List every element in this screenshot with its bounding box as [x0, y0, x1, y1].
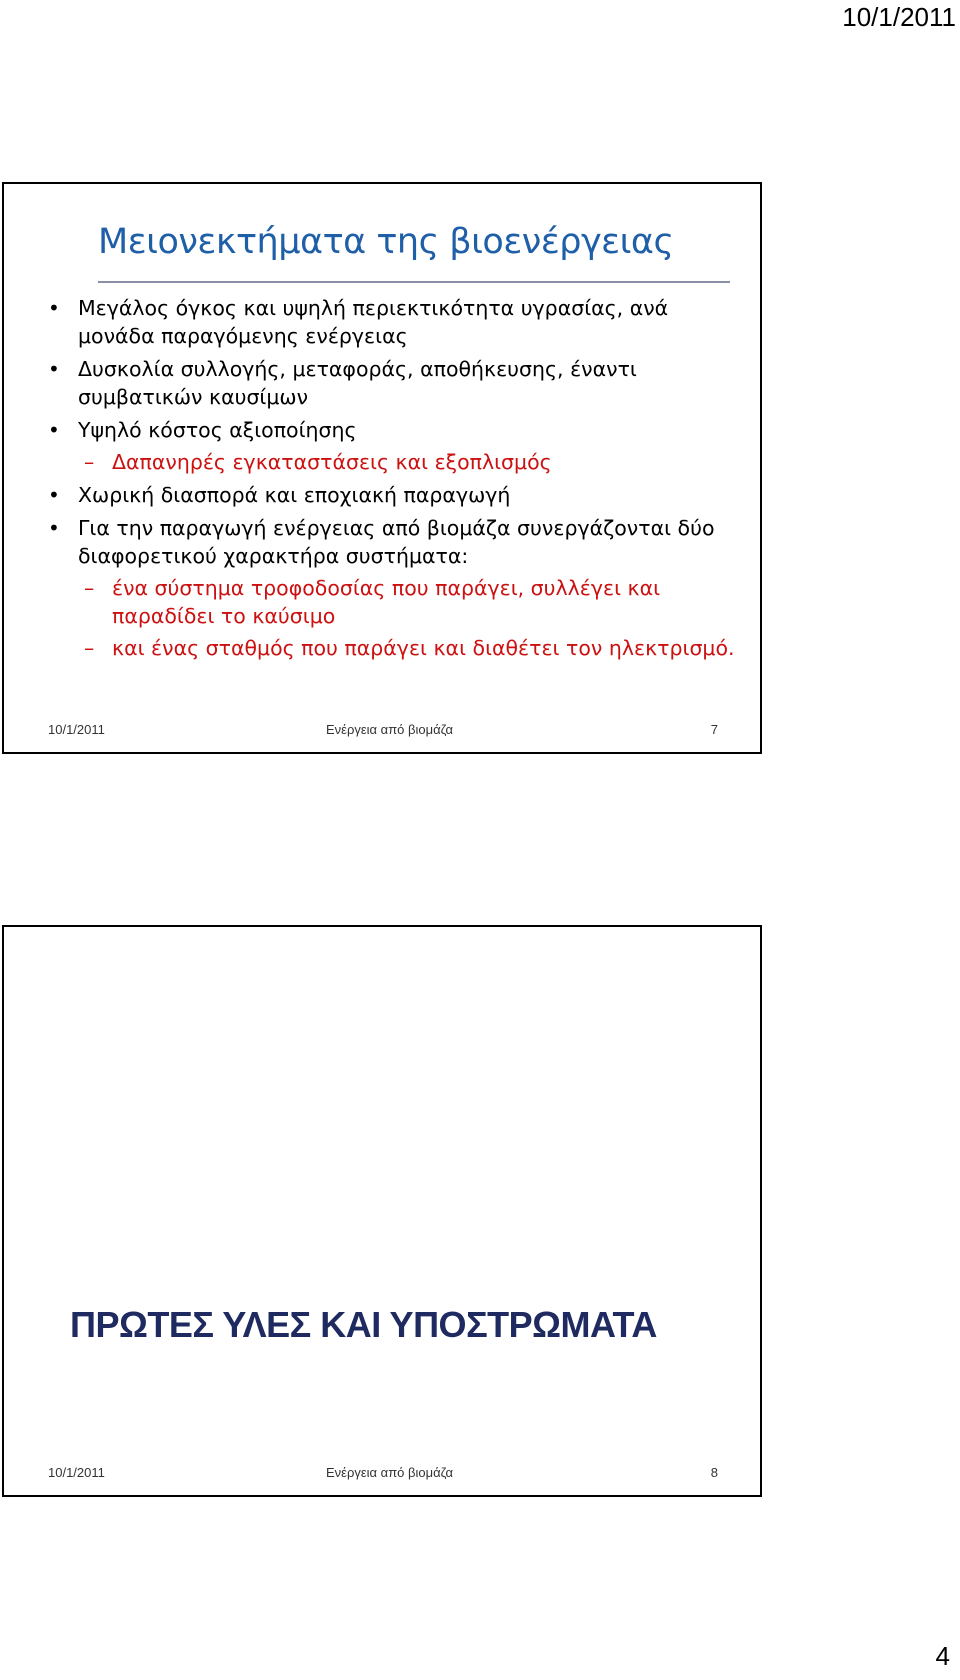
page-header-date: 10/1/2011	[842, 2, 956, 32]
bullet-text: Χωρική διασπορά και εποχιακή παραγωγή	[78, 483, 511, 507]
bullet-dot-icon: •	[48, 516, 60, 540]
dash-icon: –	[84, 576, 95, 600]
slide-title: Μειονεκτήματα της βιοενέργειας	[98, 222, 674, 262]
bullet-dot-icon: •	[48, 357, 60, 381]
footer-title: Ενέργεια από βιομάζα	[326, 722, 453, 737]
sub-bullet-text: Δαπανηρές εγκαταστάσεις και εξοπλισμός	[112, 450, 552, 474]
sub-bullet-text: και ένας σταθμός που παράγει και διαθέτει τον ηλεκτρισμό.	[112, 636, 735, 660]
slide-footer	[4, 1465, 760, 1487]
section-title: ΠΡΩΤΕΣ ΥΛΕΣ ΚΑΙ ΥΠΟΣΤΡΩΜΑΤΑ	[70, 1304, 657, 1345]
sub-bullet-item	[46, 574, 746, 630]
footer-date: 10/1/2011	[48, 722, 105, 737]
bullet-text: Μεγάλος όγκος και υψηλή περιεκτικότητα υγρασίας, ανά μονάδα παραγόμενης ενέργειας	[78, 296, 669, 348]
bullet-text: Για την παραγωγή ενέργειας από βιομάζα συνεργάζονται δύο διαφορετικού χαρακτήρα συστήματα:	[78, 516, 715, 568]
slide-7	[2, 182, 762, 754]
sub-bullet-item	[46, 448, 746, 476]
dash-icon: –	[84, 636, 95, 660]
slide-footer	[4, 722, 760, 744]
bullet-text: Δυσκολία συλλογής, μεταφοράς, αποθήκευσης, έναντι συμβατικών καυσίμων	[78, 357, 637, 409]
slide-number: 8	[710, 1465, 718, 1480]
page-number: 4	[935, 1641, 950, 1671]
slide-8	[2, 925, 762, 1497]
bullet-dot-icon: •	[48, 483, 60, 507]
bullet-item	[46, 481, 746, 509]
slide-number: 7	[710, 722, 718, 737]
dash-icon: –	[84, 450, 95, 474]
bullet-item	[46, 294, 746, 350]
bullet-item	[46, 416, 746, 444]
title-divider	[98, 281, 730, 283]
bullet-list	[46, 289, 746, 662]
bullet-dot-icon: •	[48, 418, 60, 442]
bullet-text: Υψηλό κόστος αξιοποίησης	[78, 418, 357, 442]
bullet-item	[46, 514, 746, 570]
footer-date: 10/1/2011	[48, 1465, 105, 1480]
sub-bullet-item	[46, 634, 746, 662]
footer-title: Ενέργεια από βιομάζα	[326, 1465, 453, 1480]
bullet-item	[46, 355, 746, 411]
bullet-dot-icon: •	[48, 296, 60, 320]
sub-bullet-text: ένα σύστημα τροφοδοσίας που παράγει, συλλέγει και παραδίδει το καύσιμο	[112, 576, 661, 628]
